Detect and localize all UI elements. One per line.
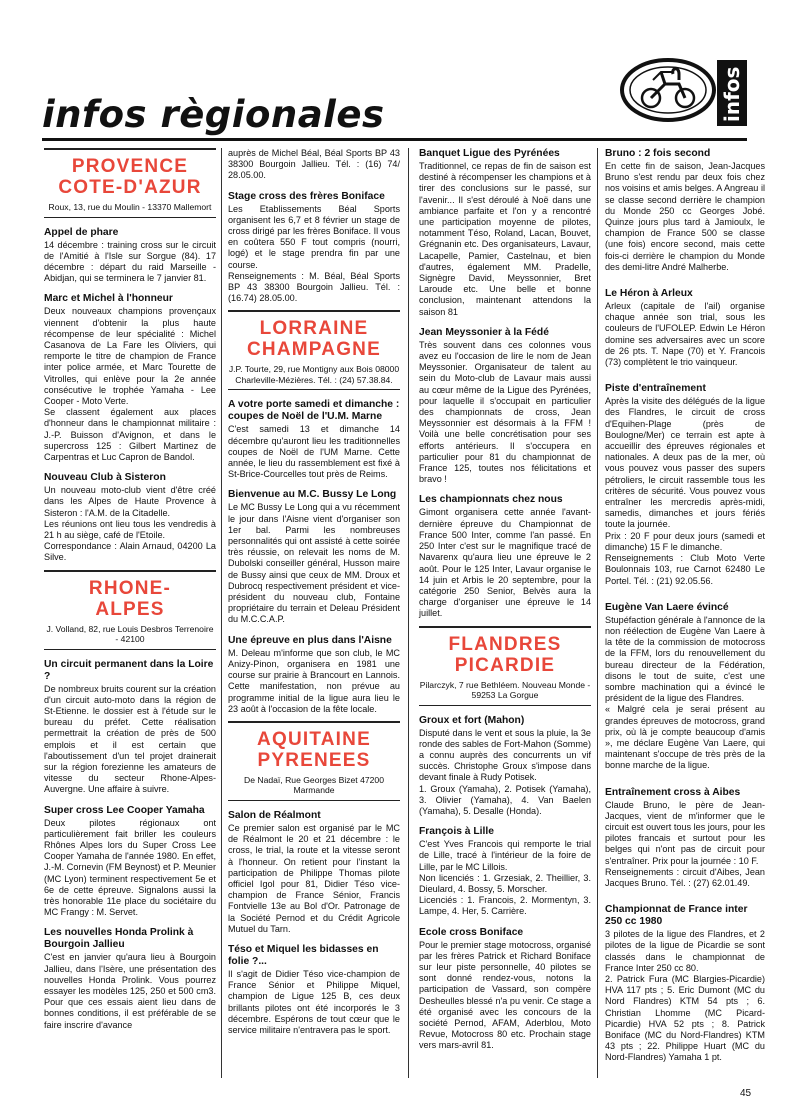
- article-text: Disputé dans le vent et sous la pluie, la 3e ronde des sables de Fort-Mahon (Somme) a connu auprès des concurrents un vif succès. Christophe Groux s'impose dans devant finale à Rudy Potisek.: [419, 727, 591, 783]
- article-heading: Eugène Van Laere évincé: [605, 601, 729, 613]
- column-rule: [597, 148, 598, 1078]
- region-address: J. Volland, 82, rue Louis Desbros Terrenoire - 42100: [44, 624, 216, 650]
- region-name: PROVENCE: [71, 156, 189, 177]
- region-header-lorraine: [228, 310, 400, 390]
- article-text: Renseignements : circuit d'Aibes, Jean Jacques Bruno. Tél. : (27) 62.01.49.: [605, 866, 765, 888]
- article-text: Deux pilotes régionaux ont particulièrement fait briller les couleurs Rhônes Alpes lors du Super Cross Lee Cooper Yamaha de l'année 1980. En effet, J.-M. Cornevin (FM Beynost) et P. Meunier (MC Lyon) terminent respectivement 5e et 6e de cette épreuve. Signalons aussi la très honorable 11e place du sociétaire du MC Frangy : M. Servet.: [44, 817, 216, 918]
- region-name: ALPES: [95, 598, 165, 620]
- article-text: Renseignements : M. Béal, Béal Sports BP 43 38300 Bourgoin Jallieu. Tél. : (16.74) 28.05.00.: [228, 270, 400, 304]
- article-heading: Entraînement cross à Aibes: [605, 786, 741, 798]
- infos-logo: [613, 50, 763, 130]
- article-text: 1. Groux (Yamaha), 2. Potisek (Yamaha), 3. Olivier (Yamaha), 4. Van Baelen (Yamaha), 5. Desalle (Honda).: [419, 783, 591, 816]
- region-address: Roux, 13, rue du Moulin - 13370 Mallemort: [44, 202, 216, 218]
- column-rule: [408, 148, 409, 1078]
- article-heading: Un circuit permanent dans la Loire ?: [44, 658, 214, 682]
- logo-text: infos: [720, 66, 744, 122]
- article-text: Non licenciés : 1. Grzesiak, 2. Theillier, 3. Dieulard, 4. Bossy, 5. Morscher.: [419, 872, 591, 894]
- article-heading: Bienvenue au M.C. Bussy Le Long: [228, 489, 397, 501]
- article-text: Prix : 20 F pour deux jours (samedi et dimanche) 15 F le dimanche.: [605, 530, 765, 552]
- column-3: [419, 148, 591, 1052]
- article-text: Deux nouveaux champions provençaux viennent d'obtenir la plus haute récompense de leur spécialité : Michel Casanova de La Fare les Oliviers, qui remporte le titre de champion de France inter police armée, et Marc Tourette de Vitrolles, qui enlève pour la 2e année consécutive le trophée Yamaha - Lee Cooper - Moto Verte.: [44, 306, 216, 406]
- article-text: Stupéfaction générale à l'annonce de la non réélection de Eugène Van Laere à la tête de la commission de motocross de la FFM, lors du renouvellement du bureau directeur de la Fédération, disons le tout de suite, c'est une sombre machination qui a évincé le président de la ligue des Flandres.: [605, 614, 765, 704]
- page-number: 45: [740, 1088, 752, 1099]
- article-heading: A votre porte samedi et dimanche : coupes de Noël de l'U.M. Marne: [228, 399, 400, 423]
- article-text: auprès de Michel Béal, Béal Sports BP 43 38300 Bourgoin Jallieu. Tél. : (16) 74/ 28.05.00.: [228, 148, 400, 181]
- article-text: Les Etablissements Béal Sports organisent les 6,7 et 8 février un stage de cross dirigé par les frères Boniface. Il vous en coûtera 550 F tout compris (nourri, logé) et le stage prendra fin par une course.: [228, 203, 400, 270]
- region-address: De Nadaï, Rue Georges Bizet 47200 Marmande: [228, 775, 400, 801]
- article-text: Les réunions ont lieu tous les vendredis à 21 h au siège, café de l'Etoile.: [44, 518, 216, 540]
- article-heading: Piste d'entraînement: [605, 383, 706, 395]
- article-heading: Banquet Ligue des Pyrénées: [419, 148, 560, 159]
- article-text: De nombreux bruits courent sur la création d'un circuit auto-moto dans la région de St-Etienne. le dossier est à l'étude sur le bureau du préfet. Cette réalisation permettrait la création de près de 500 emplois et il est certain que l'aboutissement d'un tel projet drainerait sur la région forezienne les amateurs de vitesse du secteur Rhone-Alpes-Auvergne. Une affaire à suivre.: [44, 683, 216, 795]
- article-text: Arleux (capitale de l'ail) organise chaque année son trial, sous les couleurs de l'UFOLEP. Edwin Le Héron domine ses adversaires avec un score de 26 pts. T. Nape (70) et Y. Francois (73) complètent le trio vainqueur.: [605, 301, 765, 368]
- article-text: Ce premier salon est organisé par le MC de Réalmont le 20 et 21 décembre : le cross, le trial, la route et la vitesse seront à l'honneur. On retient pour l'instant la participation de Philippe Thomas pilote officiel Igol pour 81, Didier Téso vice-champion de France Sénior, Francis Fontvielle 13e au Bol d'Or. Patronage de la Société Pernod et du Crédit Agricole Mutuel du Tarn.: [228, 822, 400, 934]
- region-header-rhone-alpes: [44, 570, 216, 650]
- article-text: Après la visite des délégués de la ligue des Flandres, le circuit de cross d'Equihen-Plage (près de Boulogne/Mer) ce terrain est apte à accueillir des épreuves régionales et nationales. A deux pas de la mer, où vous pouvez vous passer des supers pétroliers, le circuit rassemble tous les critères de sécurité. Vous pouvez vous entraîner les mercredis après-midi, samedis, dimanches et jours fériés toute la journée.: [605, 396, 765, 530]
- column-1: [44, 148, 216, 1031]
- article-text: Très souvent dans ces colonnes vous avez eu l'occasion de lire le nom de Jean Meyssonier. Organisateur de talent au sein du Moto-club de Lavaur mais aussi au cœur même de la Ligue des Pyrénées, pour laquelle il s'occupait en particulier des championnats de cross, Jean Meyssonnier est désormais à la FFM ! Voilà une belle concrétisation pour ses efforts antérieurs. Il s'occupera en particulier pour 81 du championnat de France 125, toutes nos félicitations et bravo !: [419, 339, 591, 485]
- article-text: Il s'agit de Didier Téso vice-champion de France Sénior et Philippe Miquel, champion de Ligue 125 B, ces deux brillants pilotes ont été incorporés le 3 décembre. Espérons de tout cœur que le service militaire n'entravera pas le sport.: [228, 968, 400, 1035]
- article-text: Renseignements : Club Moto Verte Boulonnais 103, rue Carnot 62480 Le Portel. Tél. : (21) 92.05.56.: [605, 553, 765, 586]
- page-title: infos règionales: [42, 93, 385, 136]
- article-text: Correspondance : Alain Arnaud, 04200 La Silve.: [44, 541, 216, 563]
- region-name: AQUITAINE: [257, 728, 371, 750]
- article-heading: Le Héron à Arleux: [605, 288, 693, 300]
- article-heading: Jean Meyssonier à la Fédé: [419, 326, 549, 338]
- region-name: PYRENEES: [257, 749, 371, 771]
- article-heading: Salon de Réalmont: [228, 809, 321, 821]
- article-text: Se classent également aux places d'honneur dans le championnat militaire : J.-P. Buisson d'Avignon, et dans le supercross 125 : Gilbert Martinez de Carpentras et Luc Capron de Bandol.: [44, 407, 216, 462]
- article-heading: Appel de phare: [44, 226, 119, 238]
- article-heading: Stage cross des frères Boniface: [228, 190, 385, 202]
- article-text: Licenciés : 1. Francois, 2. Mormentyn, 3. Lampe, 4. Her, 5. Carrière.: [419, 895, 591, 917]
- article-heading: Marc et Michel à l'honneur: [44, 293, 173, 305]
- region-header-flandres: [419, 626, 591, 706]
- article-heading: Une épreuve en plus dans l'Aisne: [228, 634, 392, 646]
- article-text: Pour le premier stage motocross, organisé par les frères Patrick et Richard Boniface sur leur piste personnelle, 40 pilotes se sont donné rendez-vous, notons la participation de Vassard, son compère Desheulles blessé n'a pu venir. Ce stage a été organisé avec les concours de la société Pernod, AFAM, Aderblou, Moto Revue, Motocross 80 etc. Prochain stage vers mars-avril 81.: [419, 939, 591, 1051]
- region-address: Pilarczyk, 7 rue Bethléem. Nouveau Monde - 59253 La Gorgue: [419, 680, 591, 706]
- column-2: [228, 148, 400, 1036]
- article-heading: Les championnats chez nous: [419, 494, 563, 506]
- article-text: 14 décembre : training cross sur le circuit de l'Amitié à l'Isle sur Sorgue (84). 17 décembre : départ du raid Marseille - Abidjan, qui se terminera le 7 janvier 81.: [44, 239, 216, 284]
- column-rule: [221, 148, 222, 1078]
- article-heading: Téso et Miquel les bidasses en folie ?...: [228, 943, 379, 967]
- article-text: C'est samedi 13 et dimanche 14 décembre qu'auront lieu les traditionnelles coupes de Noël de l'UM Marne. Cette année, le lieu du rassemblement est fixé à St-Brice-Courcelles tout près de Reims.: [228, 424, 400, 480]
- region-name: COTE-D'AZUR: [58, 177, 202, 198]
- region-address: J.P. Tourte, 29, rue Montigny aux Bois 08000 Charleville-Mézières. Tél. : (24) 57.38.84.: [228, 364, 400, 390]
- region-name: LORRAINE: [259, 318, 369, 340]
- article-heading: Super cross Lee Cooper Yamaha: [44, 804, 205, 816]
- region-name: PICARDIE: [454, 654, 556, 676]
- region-header-provence: [44, 148, 216, 218]
- article-text: Le MC Bussy Le Long qui a vu récemment le jour dans l'Aisne vient d'organiser son 1er bal. Parmi les nombreuses personnalités qui ont assisté à cette soirée très réussie, on relevait les noms de M. Dubolski conseiller général, Husson maire de Bussy ainsi que ceux de MM. Droux et Dubrocq respectivement président et vice-président du nouveau club, Fontaine propriétaire du terrain et Deleau Président du M.C.C.A.P.: [228, 502, 400, 625]
- article-text: Claude Bruno, le père de Jean-Jacques, vient de m'informer que le circuit est ouvert tous les jours, pour les pilotes francais et surtout pour les belges qui n'ont pas de circuit pour s'entraîner. Prix pour la journée : 10 F.: [605, 799, 765, 866]
- article-heading: Groux et fort (Mahon): [419, 714, 525, 726]
- article-text: « Malgré cela je serai présent au grandes épreuves de motocross, grand prix, où là je compte beaucoup d'amis », me déclare Eugène Van Laere, qui maintenant s'occupe de très près de la bonne marche de la ligue.: [605, 704, 765, 771]
- article-heading: François à Lille: [419, 826, 494, 838]
- region-name: CHAMPAGNE: [247, 339, 381, 361]
- article-text: 2. Patrick Fura (MC Blargies-Picardie) HVA 117 pts ; 5. Eric Dumont (MC du Nord Flandres) KTM 54 pts ; 6. Christian Lhomme (MC Picard-Picardie) HVA 52 pts ; 8. Patrick Boniface (MC du Nord-Flandres) KTM 43 pts ; 22. Philippe Huart (MC du Nord-Flandres) Yamaha 1 pt.: [605, 973, 765, 1063]
- article-text: C'est en janvier qu'aura lieu à Bourgoin Jallieu, dans l'Isère, une présentation des nouvelles Honda Prolink. Vous pourrez essayer les modèles 125, 250 et 500 cm3. Pour que ces essais aient lieu dans de bonnes conditions, il est préférable de se faire inscrire d'avance: [44, 952, 216, 1030]
- article-heading: Championnat de France inter 250 cc 1980: [605, 904, 748, 928]
- column-4: [605, 148, 765, 1064]
- article-text: C'est Yves Francois qui remporte le trial de Lille, tracé à l'intérieur de la foire de Lille, par le MC Lillois.: [419, 839, 591, 872]
- article-heading: Ecole cross Boniface: [419, 926, 524, 938]
- article-text: Gimont organisera cette année l'avant-dernière épreuve du Championnat de France 500 Inter, comme l'an passé. En 250 Inter c'est sur le magnifique tracé de Navarenx qu'aura lieu une épreuve le 2 août. Pour le 125 Inter, Lavaur organise le 14 juin et Arbis le 20 septembre, pour la catégorie 250 Senior, Belvès aura la charge d'organiser une épreuve le 14 juillet.: [419, 507, 591, 619]
- article-text: En cette fin de saison, Jean-Jacques Bruno s'est rendu par deux fois chez nos voisins et amis belges. A Angreau il se classe second derrière le champion du Monde 250 cc Georges Jobé. Quinze jours plus tard à Jamioulx, le champion de France 500 se classe (une fois) encore second, mais cette fois-ci derrière le champion du Monde des demi-litre André Malherbe.: [605, 161, 765, 272]
- region-name: FLANDRES: [448, 633, 562, 655]
- region-header-aquitaine: [228, 721, 400, 801]
- region-name: RHONE-: [88, 577, 172, 599]
- article-text: M. Deleau m'informe que son club, le MC Anizy-Pinon, organisera en 1981 une course sur prairie à Brancourt en Lannois. Cette manifestation, non prévue au programme initial de la ligue aura lieu le 23 août à l'occasion de la fête locale.: [228, 647, 400, 714]
- article-text: Traditionnel, ce repas de fin de saison est destiné à récompenser les champions et à tirer des conclusions sur le passé, sur l'avenir... Il s'est déroulé à Noë dans une ambiance parfaite et l'on y a rencontré une participation moyenne de pilotes, notamment Téso, Roland, Lacan, Bouvet, Grégnanin etc. Des organisateurs, Lavaur, Lacapelle, Pamier, Castelnau, et bien d'autres, également MM. Pradelle, Signègre David, Meyssonnier, Bret Laroude etc. Une belle et bonne conclusion, maintenant attendons la saison 81: [419, 161, 591, 317]
- article-text: 3 pilotes de la ligue des Flandres, et 2 pilotes de la ligue de Picardie se sont classés dans le championnat de France Inter 250 cc 80.: [605, 929, 765, 973]
- article-heading: Bruno : 2 fois second: [605, 148, 711, 159]
- article-text: Un nouveau moto-club vient d'être créé dans les Alpes de Haute Provence à Sisteron : l'A.M. de la Citadelle.: [44, 485, 216, 518]
- title-rule: [42, 138, 747, 141]
- article-heading: Nouveau Club à Sisteron: [44, 472, 166, 484]
- article-heading: Les nouvelles Honda Prolink à Bourgoin Jallieu: [44, 927, 194, 951]
